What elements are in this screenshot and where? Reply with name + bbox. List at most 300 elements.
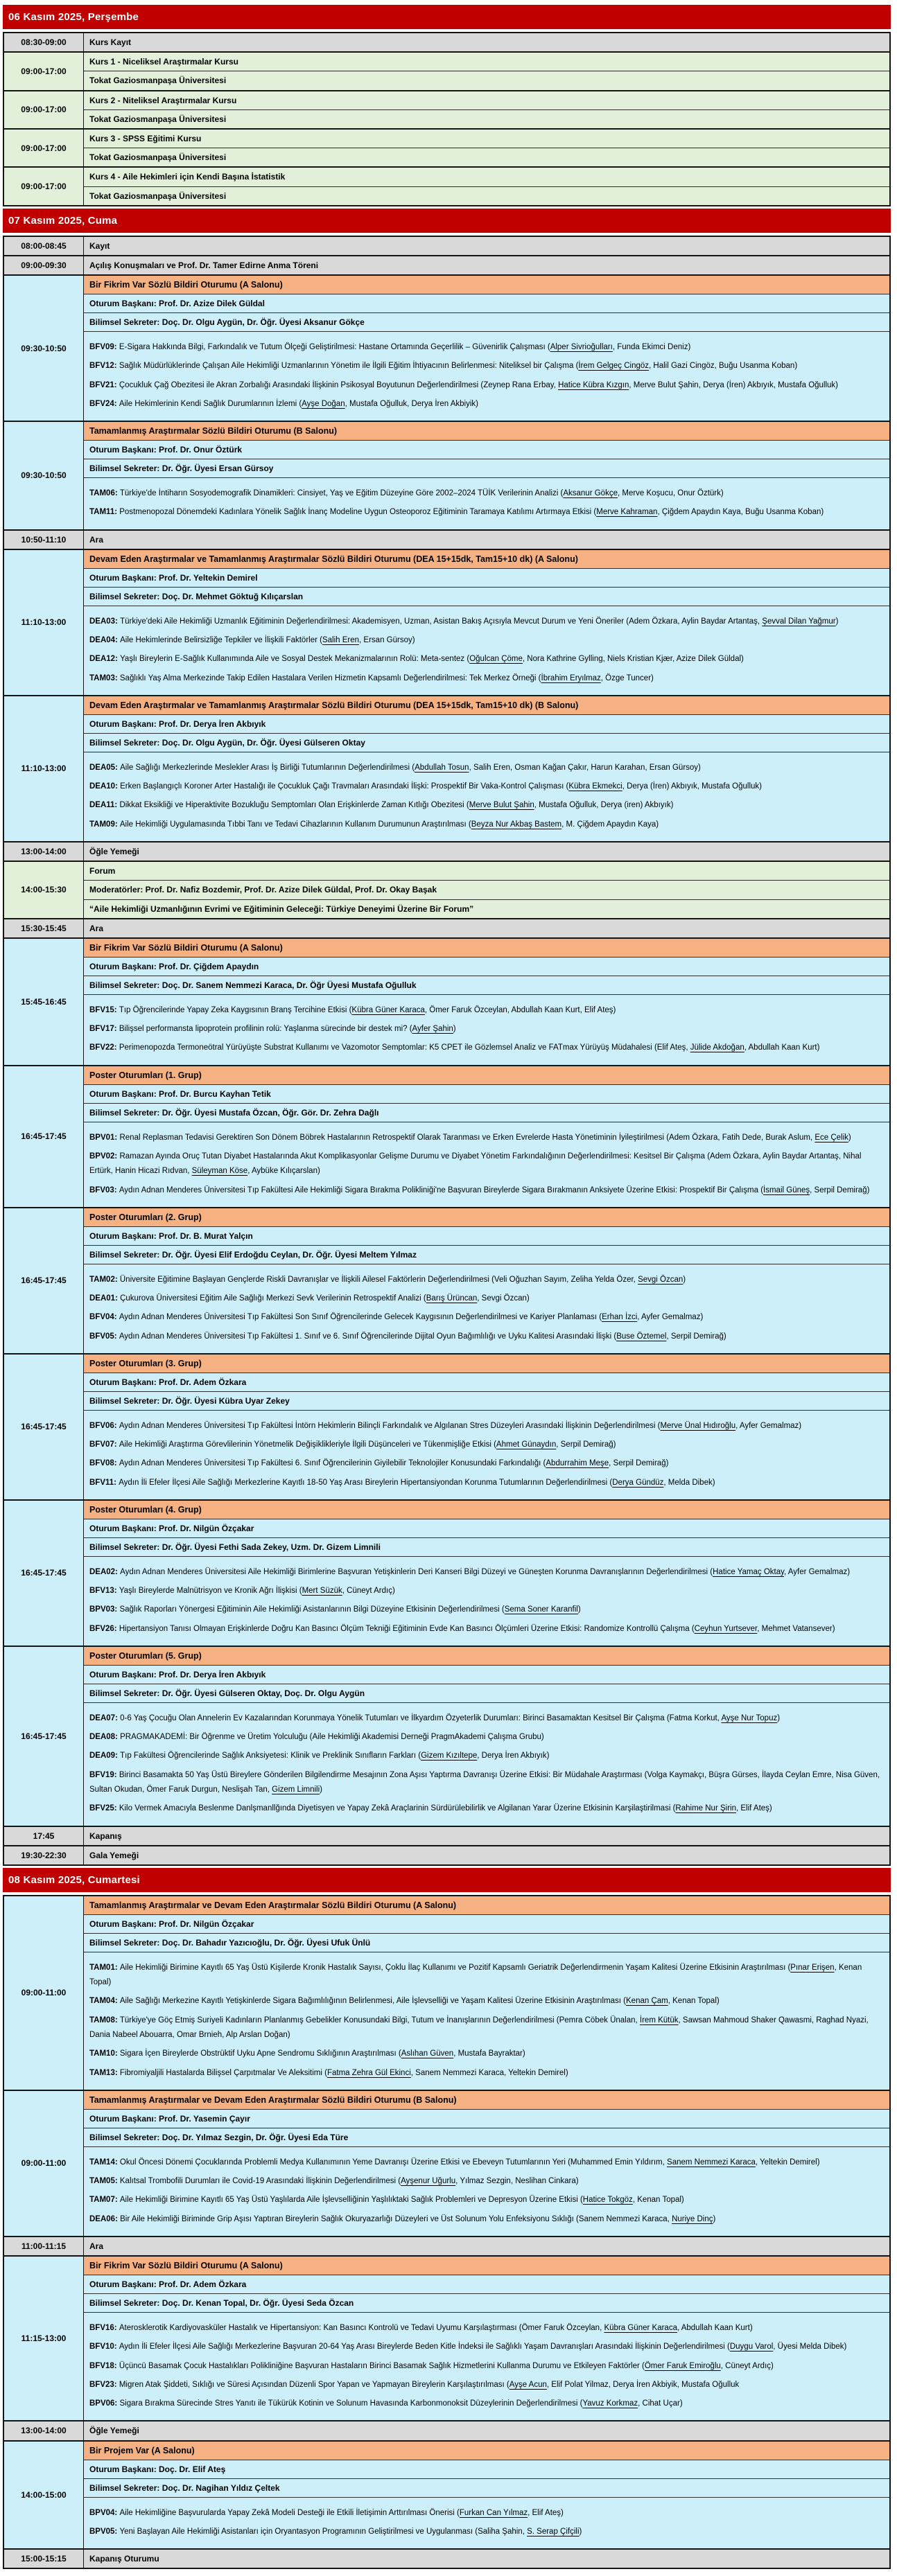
row-line: Kurs 2 - Niteliksel Araştırmalar Kursu (84, 91, 889, 109)
abstract-item (89, 1327, 884, 1346)
abstract-title: Kilo Vermek Amacıyla Beslenme Danlşmanllğında Diyetisyen ve Yapay Zekâ Araçlarinin Sürdürülebilirlik ve Algilanan Yarar Üzerine Etkisinin Karşilaştirilmasi (Rahime Nur Şirin, Elif Ateş) (119, 1804, 772, 1813)
session-secretary: Bilimsel Sekreter: Doç. Dr. Bahadır Yazıcıoğlu, Dr. Öğr. Üyesi Ufuk Ünlü (84, 1933, 889, 1952)
abstract-title: Aile Hekimlerinde Belirsizliğe Tepkiler ve İlişkili Faktörler (Salih Eren, Ersan Gürsoy) (120, 636, 415, 645)
session-block (3, 422, 891, 531)
abstract-title: Okul Öncesi Dönemi Çocuklarında Problemli Medya Kullanımının Yeme Davranışı Üzerine Etkisi ve Ebeveyn Tutumlarının Yeri (Muhammed Emin Yıldırım, Sanem Nemmezi Karaca, Yeltekin Demirel) (119, 2158, 820, 2167)
time-cell: 13:00-14:00 (4, 843, 84, 861)
day-blocks (3, 1895, 891, 2569)
row-line: Kurs 3 - SPSS Eğitimi Kursu (84, 130, 889, 148)
abstract-list (84, 2312, 889, 2420)
abstract-title: Sigara Bırakma Sürecinde Stres Yanıtı ile Tükürük Kotinin ve Solunum Havasında Karbonmonoksit Düzeylerinin Değerlendirilmesi (Yavuz Korkmaz, Cihat Uçar) (119, 2399, 683, 2408)
abstract-title: 0-6 Yaş Çocuğu Olan Annelerin Ev Kazalarından Korunmaya Yönelik Tutumları ve İlkyardım Özyeterlik Durumları: Birinci Basamaktan Kesitsel Bir Çalışma (Fatma Korkut, Ayşe Nur Topuz) (120, 1713, 781, 1722)
abstract-title: Aydın Adnan Menderes Üniversitesi Tıp Fakültesi 1. Sınıf ve 6. Sınıf Öğrencilerinde Dijital Oyun Bağımlılığı ve Uyku Kalitesi Arasındaki İlişki (Buse Öztemel, Serpil Demirağ) (119, 1332, 726, 1341)
abstract-code: BFV08: (89, 1459, 119, 1468)
session-chair: Oturum Başkanı: Prof. Dr. Yasemin Çayır (84, 2109, 889, 2128)
abstract-title: Çukurova Üniversitesi Eğitim Aile Sağlığı Merkezi Sevk Verilerinin Retrospektif Analizi (Barış Ürüncan, Sevgi Özcan) (120, 1294, 530, 1303)
row-content (84, 2257, 889, 2420)
abstract-code: BFV11: (89, 1478, 119, 1487)
abstract-code: BPV06: (89, 2399, 120, 2408)
abstract-title: Aydın Adnan Menderes Üniversitesi Aile Hekimliği Birimlerine Başvuran Yetişkinlerin Deri Kanseri Bilgi Düzeyi ve Güneşten Korunma Davranışlarının Değerlendirilmesi (Hatice Yamaç Oktay, Ayfer Gemalmaz) (120, 1567, 851, 1576)
schedule-row (3, 862, 891, 919)
abstract-code: TAM07: (89, 2196, 120, 2205)
abstract-code: DEA02: (89, 1567, 121, 1576)
abstract-code: BFV18: (89, 2361, 119, 2370)
session-chair: Oturum Başkanı: Prof. Dr. Derya İren Akbıyık (84, 714, 889, 733)
session-title: Bir Fikrim Var Sözlü Bildiri Oturumu (A Salonu) (84, 939, 889, 957)
abstract-item (89, 2172, 884, 2191)
abstract-item (89, 2504, 884, 2523)
session-title: Poster Oturumları (4. Grup) (84, 1501, 889, 1519)
abstract-code: BFV03: (89, 1185, 119, 1194)
abstract-list (84, 1410, 889, 1499)
time-cell: 19:30-22:30 (4, 1846, 84, 1864)
abstract-item (89, 1709, 884, 1728)
time-cell: 11:15-13:00 (4, 2257, 84, 2420)
abstract-code: BFV21: (89, 380, 119, 389)
abstract-title: Aile Hekimliği Birimine Kayıtlı 65 Yaş Üstü Kişilerde Kronik Hastalık Sayısı, Çoklu İlaç Kullanımı ve Pozitif Kapsamlı Geriatrik Değerlendirmenin Yaşam Kalitesi Üzerine Etkisinin Araştırılması (Pınar Erişen, Kenan Topal) (89, 1963, 862, 1987)
session-secretary: Bilimsel Sekreter: Doç. Dr. Olgu Aygün, Dr. Öğr. Üyesi Aksanur Gökçe (84, 312, 889, 331)
abstract-title: Aile Sağlığı Merkezine Kayıtlı Yetişkinlerde Sigara Bağımlılığının Belirlenmesi, Aile İşlevselliği ve Yaşam Kalitesi Üzerine Etkisinin Araştırılması (Kenan Çam, Kenan Topal) (119, 1997, 720, 2006)
schedule-row (3, 531, 891, 550)
row-line: Tokat Gaziosmanpaşa Üniversitesi (84, 71, 889, 89)
abstract-item (89, 1620, 884, 1639)
time-cell: 16:45-17:45 (4, 1647, 84, 1826)
abstract-item (89, 2319, 884, 2338)
abstract-item (89, 2376, 884, 2394)
abstract-title: Perimenopozda Termoneötral Yürüyüşte Substrat Kullanımı ve Vazomotor Semptomlar: K5 CPET ile Gözlemsel Analiz ve FATmax Yürüyüş Müdahalesi (Elif Ateş, Jülide Akdoğan, Abdullah Kaan Kurt) (119, 1043, 820, 1052)
session-chair: Oturum Başkanı: Prof. Dr. Adem Özkara (84, 1373, 889, 1391)
session-secretary: Bilimsel Sekreter: Dr. Öğr. Üyesi Elif Erdoğdu Ceylan, Dr. Öğr. Üyesi Meltem Yılmaz (84, 1245, 889, 1264)
abstract-list (84, 1556, 889, 1646)
abstract-title: Yeni Başlayan Aile Hekimliği Asistanları için Oryantasyon Programının Geliştirilmesi ve Uygulanması (Saliha Şahin, S. Serap Çifçili) (119, 2527, 582, 2536)
abstract-item (89, 1308, 884, 1327)
row-content (84, 550, 889, 695)
abstract-title: Aile Sağlığı Merkezlerinde Meslekler Arası İş Birliği Tutumlarının Değerlendirilmesi (Abdullah Tosun, Salih Eren, Osman Kağan Çakır, Harun Karahan, Ersan Gürsoy) (120, 763, 701, 772)
abstract-list (84, 1122, 889, 1207)
abstract-title: Birinci Basamakta 50 Yaş Üstü Bireylere Gönderilen Bilgilendirme Mesajının Zona Aşısı Yaptırma Davranışı Üzerine Etkisi: Bir Müdahale Araştırması (Volga Kaymakçı, Büşra Gürses, İlayda Ceylan Emre, Nisa Güven, Sultan Okudan, Ömer Faruk Durgun, Neslişah Tan, Gizem Limnili) (89, 1770, 880, 1794)
program-schedule (3, 5, 891, 2569)
day-blocks (3, 32, 891, 206)
time-cell: 16:45-17:45 (4, 1501, 84, 1646)
abstract-item (89, 669, 884, 688)
session-block (3, 1647, 891, 1827)
time-cell: 14:00-15:00 (4, 2442, 84, 2549)
time-cell: 15:30-15:45 (4, 919, 84, 937)
abstract-item (89, 1289, 884, 1308)
abstract-code: DEA05: (89, 763, 121, 772)
row-content (84, 2237, 889, 2255)
abstract-title: Sigara İçen Bireylerde Obstrüktif Uyku Apne Sendromu Sıklığının Araştırılması (Aslıhan Güven, Mustafa Bayraktar) (119, 2049, 525, 2058)
day-header: 06 Kasım 2025, Perşembe (3, 5, 891, 29)
abstract-item (89, 2064, 884, 2083)
schedule-row (3, 130, 891, 168)
abstract-title: Üniversite Eğitimine Başlayan Gençlerde Riskli Davranışlar ve İlişkili Ailesel Faktörlerin Değerlendirilmesi (Veli Oğuzhan Sayım, Zeliha Yelda Özer, Sevgi Özcan) (119, 1275, 686, 1284)
abstract-code: TAM10: (89, 2049, 120, 2058)
schedule-row (3, 53, 891, 91)
abstract-list (84, 1952, 889, 2090)
session-secretary: Bilimsel Sekreter: Dr. Öğr. Üyesi Mustafa Özcan, Öğr. Gör. Dr. Zehra Dağlı (84, 1103, 889, 1122)
abstract-title: Erken Başlangıçlı Koroner Arter Hastalığı ile Çocukluk Çağı Travmaları Arasındaki İlişki: Prospektif Bir Vaka-Kontrol Çalışması (Kübra Ekmekci, Derya (İren) Akbıyık, Mustafa Oğulluk) (120, 782, 763, 791)
abstract-code: BFV15: (89, 1005, 119, 1014)
session-chair: Oturum Başkanı: Prof. Dr. Onur Öztürk (84, 440, 889, 459)
abstract-item (89, 2011, 884, 2045)
session-chair: Oturum Başkanı: Prof. Dr. Adem Özkara (84, 2275, 889, 2293)
abstract-code: DEA08: (89, 1733, 121, 1742)
abstract-code: BFV23: (89, 2380, 119, 2389)
abstract-code: DEA12: (89, 655, 121, 664)
time-cell: 14:00-15:30 (4, 862, 84, 918)
abstract-item (89, 1766, 884, 1800)
session-block (3, 696, 891, 843)
session-block (3, 1066, 891, 1208)
row-line: Moderatörler: Prof. Dr. Nafiz Bozdemir, Prof. Dr. Azize Dilek Güldal, Prof. Dr. Okay Başak (84, 880, 889, 899)
abstract-item (89, 1001, 884, 1020)
session-block (3, 1355, 891, 1501)
row-content (84, 237, 889, 255)
abstract-list (84, 331, 889, 421)
abstract-title: Hipertansiyon Tanısı Olmayan Erişkinlerde Doğru Kan Basıncı Ölçüm Tekniği Eğitiminin Evde Kan Basıncı Ölçümleri Üzerine Etkisi: Randomize Kontrollü Çalışma (Ceyhun Yurtsever, Mehmet Vatansever) (119, 1624, 835, 1633)
row-line: “Aile Hekimliği Uzmanlığının Evrimi ve Eğitiminin Geleceği: Türkiye Deneyimi Üzerine Bir Forum” (84, 899, 889, 918)
row-content (84, 531, 889, 549)
time-cell: 11:10-13:00 (4, 550, 84, 695)
abstract-code: BFV24: (89, 399, 119, 408)
row-line: Öğle Yemeği (84, 2421, 889, 2440)
abstract-code: DEA06: (89, 2214, 121, 2223)
abstract-list (84, 2146, 889, 2236)
abstract-item (89, 1563, 884, 1582)
abstract-title: Aydın Adnan Menderes Üniversitesi Tıp Fakültesi Aile Hekimliği Sigara Bırakma Polikliniği'ne Başvuran Bireylerde Sigara Bırakmanın Anksiyete Üzerine Etkisi: Prospektif Bir Çalışma (İsmail Güneş, Serpil Demirağ) (119, 1185, 870, 1194)
schedule-row (3, 33, 891, 53)
abstract-list (84, 752, 889, 841)
row-line: Gala Yemeği (84, 1846, 889, 1864)
abstract-code: TAM02: (89, 1275, 120, 1284)
abstract-code: BPV05: (89, 2527, 120, 2536)
session-title: Poster Oturumları (2. Grup) (84, 1208, 889, 1226)
session-secretary: Bilimsel Sekreter: Dr. Öğr. Üyesi Ersan Gürsoy (84, 459, 889, 477)
row-content (84, 91, 889, 128)
abstract-title: Aile Hekimliği Uygulamasında Tıbbi Tanı ve Tedavi Cihazlarının Kullanım Durumunun Araştırılması (Beyza Nur Akbaş Bastem, M. Çiğdem Apaydın Kaya) (119, 820, 659, 829)
session-block (3, 550, 891, 696)
session-chair: Oturum Başkanı: Doç. Dr. Elif Ateş (84, 2460, 889, 2478)
session-block (3, 2442, 891, 2550)
abstract-code: BFV26: (89, 1624, 119, 1633)
abstract-code: BFV06: (89, 1421, 119, 1430)
abstract-item (89, 1271, 884, 1289)
abstract-item (89, 1600, 884, 1619)
row-content (84, 1827, 889, 1845)
abstract-item (89, 376, 884, 395)
session-secretary: Bilimsel Sekreter: Doç. Dr. Yılmaz Sezgin, Dr. Öğr. Üyesi Eda Türe (84, 2128, 889, 2146)
day-blocks (3, 236, 891, 1866)
abstract-title: Aydın Adnan Menderes Üniversitesi Tıp Fakültesi 6. Sınıf Öğrencilerinin Giyilebilir Teknolojiler Konusundaki Farkındalığı (Abdurrahim Meşe, Serpil Demirağ) (119, 1459, 669, 1468)
abstract-item (89, 503, 884, 522)
time-cell: 08:30-09:00 (4, 33, 84, 51)
abstract-title: Aile Hekimliği Araştırma Görevlilerinin Yönetmelik Değişiklikleriyle İlgili Düşünceleri ve Tükenmişliğe Etkisi (Ahmet Günaydın, Serpil Demirağ) (119, 1440, 616, 1449)
time-cell: 09:00-17:00 (4, 168, 84, 204)
abstract-list (84, 1702, 889, 1826)
abstract-title: Yaşlı Bireylerin E-Sağlık Kullanımında Aile ve Sosyal Destek Mekanizmalarının Rolü: Meta-sentez (Oğulcan Çöme, Nora Kathrine Gylling, Niels Kristian Kjær, Azize Dilek Güldal) (120, 655, 744, 664)
abstract-code: BPV04: (89, 2508, 120, 2517)
session-secretary: Bilimsel Sekreter: Doç. Dr. Olgu Aygün, Dr. Öğr. Üyesi Gülseren Oktay (84, 733, 889, 752)
abstract-item (89, 1181, 884, 1200)
row-line: Kapanış Oturumu (84, 2550, 889, 2568)
abstract-title: Sağlık Raporları Yönergesi Eğitiminin Aile Hekimliği Asistanlarının Bilgi Düzeyine Etkisinin Değerlendirilmesi (Sema Soner Karanfil) (119, 1605, 581, 1614)
time-cell: 16:45-17:45 (4, 1208, 84, 1353)
session-title: Devam Eden Araştırmalar ve Tamamlanmış Araştırmalar Sözlü Bildiri Oturumu (DEA 15+15dk, Tam15+10 dk) (B Salonu) (84, 696, 889, 714)
row-content (84, 1355, 889, 1499)
abstract-item (89, 631, 884, 650)
abstract-code: TAM05: (89, 2177, 120, 2186)
session-title: Poster Oturumları (3. Grup) (84, 1355, 889, 1373)
row-line: Tokat Gaziosmanpaşa Üniversitesi (84, 109, 889, 128)
session-block (3, 1501, 891, 1647)
abstract-item (89, 1020, 884, 1039)
session-title: Tamamlanmış Araştırmalar ve Devam Eden Araştırmalar Sözlü Bildiri Oturumu (B Salonu) (84, 2091, 889, 2109)
abstract-code: TAM11: (89, 508, 120, 517)
abstract-title: Ramazan Ayında Oruç Tutan Diyabet Hastalarında Akut Komplikasyonlar Gelişme Durumu ve Diyabet Yönetim Farkındalığının Değerlendirilmesi: Kesitsel Bir Çalışma (Adem Özkara, Aylin Baydar Artantaş, Nihal Ertürk, Hanin Hicazi Rıdvan, Süleyman Köse, Aybüke Kılıçarslan) (89, 1152, 862, 1176)
row-line: Öğle Yemeği (84, 843, 889, 861)
session-title: Tamamlanmış Araştırmalar Sözlü Bildiri Oturumu (B Salonu) (84, 422, 889, 440)
abstract-item (89, 2045, 884, 2063)
schedule-row (3, 2237, 891, 2257)
session-block (3, 1896, 891, 2091)
abstract-item (89, 2523, 884, 2541)
row-content (84, 1896, 889, 2090)
abstract-title: Renal Replasman Tedavisi Gerektiren Son Dönem Böbrek Hastalarının Retrospektif Olarak Taranması ve Erken Evrelerde Hasta Yönetiminin İyileştirilmesi (Adem Özkara, Fatih Dede, Burak Aslum, Ece Çelik) (119, 1133, 851, 1142)
abstract-item (89, 1728, 884, 1747)
abstract-title: Fibromiyaljili Hastalarda Bilişsel Çarpıtmalar Ve Aleksitimi (Fatma Zehra Gül Ekinci, Sanem Nemmezi Karaca, Yeltekin Demirel) (119, 2068, 568, 2077)
abstract-title: Aile Hekimliği Birimine Kayıtlı 65 Yaş Üstü Yaşlılarda Aile İşlevselliğinin Yaşlılıktaki Sağlık Problemleri ve Depresyon Üzerine Etkisi (Hatice Tokgöz, Kenan Topal) (119, 2196, 684, 2205)
abstract-title: Türkiye'ye Göç Etmiş Suriyeli Kadınların Planlanmış Gebelikler Konusundaki Bilgi, Tutum ve İnanışlarının Değerlendirilmesi (Pemra Cöbek Ünalan, İrem Kütük, Sawsan Mahmoud Shaker Qawasmi, Raghad Nyazi, Dania Nabeel Abouarra, Omar Brnieh, Alp Arslan Doğan) (89, 2015, 869, 2039)
abstract-code: TAM03: (89, 673, 120, 682)
abstract-code: TAM14: (89, 2158, 120, 2167)
abstract-code: BPV02: (89, 1152, 120, 1161)
abstract-item (89, 2210, 884, 2229)
time-cell: 15:45-16:45 (4, 939, 84, 1065)
session-block (3, 1208, 891, 1355)
session-block (3, 2257, 891, 2421)
abstract-title: Aile Hekimliğine Başvurularda Yapay Zekâ Modeli Desteği ile Etkili İletişimin Arttırılması Önerisi (Furkan Can Yılmaz, Elif Ateş) (119, 2508, 564, 2517)
abstract-item (89, 1454, 884, 1473)
session-secretary: Bilimsel Sekreter: Doç. Dr. Mehmet Göktuğ Kılıçarslan (84, 587, 889, 606)
row-content (84, 33, 889, 51)
abstract-title: Türkiye'de İntiharın Sosyodemografik Dinamikleri: Cinsiyet, Yaş ve Eğitim Düzeyine Göre 2002–2024 TÜİK Verilerinin Analizi (Aksanur Gökçe, Merve Koşucu, Onur Öztürk) (119, 489, 724, 498)
row-content (84, 1647, 889, 1826)
abstract-item (89, 1129, 884, 1147)
abstract-list (84, 1264, 889, 1353)
abstract-code: BFV10: (89, 2343, 119, 2352)
abstract-code: BFV04: (89, 1313, 119, 1322)
session-chair: Oturum Başkanı: Prof. Dr. B. Murat Yalçın (84, 1226, 889, 1245)
session-title: Bir Projem Var (A Salonu) (84, 2442, 889, 2460)
session-secretary: Bilimsel Sekreter: Dr. Öğr. Üyesi Gülseren Oktay, Doç. Dr. Olgu Aygün (84, 1684, 889, 1702)
abstract-code: BFV16: (89, 2324, 119, 2333)
session-title: Bir Fikrim Var Sözlü Bildiri Oturumu (A Salonu) (84, 276, 889, 294)
session-title: Poster Oturumları (5. Grup) (84, 1647, 889, 1665)
abstract-title: Çocukluk Çağ Obezitesi ile Akran Zorbalığı Arasındaki İlişkinin Psikosyal Boyutunun Değerlendirilmesi (Zeynep Rana Erbay, Hatice Kübra Kızgın, Merve Bulut Şahin, Derya (İren) Akbıyık, Mustafa Oğulluk) (119, 380, 839, 389)
abstract-title: Migren Atak Şiddeti, Sıklığı ve Süresi Açısından Düzenli Spor Yapan ve Yapmayan Bireylerin Karşılaştırılması (Ayşe Acun, Elif Polat Yilmaz, Derya İren Akbiyik, Mustafa Oğulluk (119, 2380, 740, 2389)
abstract-item (89, 777, 884, 796)
abstract-code: BFV05: (89, 1332, 119, 1341)
session-secretary: Bilimsel Sekreter: Doç. Dr. Nagihan Yıldız Çeltek (84, 2478, 889, 2497)
abstract-item (89, 2338, 884, 2356)
abstract-title: Türkiye'deki Aile Hekimliği Uzmanlık Eğitiminin Değerlendirilmesi: Akademisyen, Uzman, Asistan Bakış Açısıyla Mevcut Durum ve Yeni Öneriler (Adem Özkara, Aylin Baydar Artantaş, Şevval Dilan Yağmur) (120, 617, 839, 626)
abstract-item (89, 1582, 884, 1600)
time-cell: 16:45-17:45 (4, 1355, 84, 1499)
session-title: Poster Oturumları (1. Grup) (84, 1066, 889, 1084)
schedule-row (3, 237, 891, 256)
abstract-title: Üçüncü Basamak Çocuk Hastalıkları Polikliniğine Başvuran Hastaların Birinci Basamak Sağlık Hizmetlerini Kullanma Durumu ve Etkileyen Faktörler (Ömer Faruk Emiroğlu, Cüneyt Ardıç) (119, 2361, 774, 2370)
abstract-code: DEA07: (89, 1713, 121, 1722)
row-content (84, 696, 889, 841)
row-content (84, 2421, 889, 2440)
abstract-code: DEA09: (89, 1752, 121, 1761)
row-content (84, 862, 889, 918)
abstract-title: Tıp Fakültesi Öğrencilerinde Sağlık Anksiyetesi: Klinik ve Preklinik Sınıfların Farkları (Gizem Kızıltepe, Derya İren Akbıyık) (120, 1752, 550, 1761)
time-cell: 11:10-13:00 (4, 696, 84, 841)
time-cell: 09:30-10:50 (4, 276, 84, 421)
abstract-item (89, 1959, 884, 1993)
session-chair: Oturum Başkanı: Prof. Dr. Burcu Kayhan Tetik (84, 1084, 889, 1103)
time-cell: 09:00-11:00 (4, 1896, 84, 2090)
abstract-list (84, 994, 889, 1065)
time-cell: 09:00-17:00 (4, 91, 84, 128)
row-content (84, 1066, 889, 1207)
time-cell: 09:00-11:00 (4, 2091, 84, 2236)
session-title: Tamamlanmış Araştırmalar ve Devam Eden Araştırmalar Sözlü Bildiri Oturumu (A Salonu) (84, 1896, 889, 1914)
row-line: Kurs 1 - Niceliksel Araştırmalar Kursu (84, 53, 889, 71)
abstract-item (89, 2153, 884, 2172)
abstract-code: TAM01: (89, 1963, 120, 1972)
row-line: Kurs Kayıt (84, 33, 889, 51)
abstract-title: Sağlıklı Yaş Alma Merkezinde Takip Edilen Hastalara Verilen Hizmetin Kapsamlı Değerlendirilmesi: Tek Merkez Örneği (İbrahim Eryılmaz, Özge Tuncer) (119, 673, 654, 682)
row-line: Forum (84, 862, 889, 880)
abstract-item (89, 338, 884, 357)
abstract-code: BFV25: (89, 1804, 119, 1813)
row-content (84, 168, 889, 204)
session-secretary: Bilimsel Sekreter: Doç. Dr. Sanem Nemmezi Karaca, Dr. Öğr Üyesi Mustafa Oğulluk (84, 976, 889, 994)
session-title: Devam Eden Araştırmalar ve Tamamlanmış Araştırmalar Sözlü Bildiri Oturumu (DEA 15+15dk, Tam15+10 dk) (A Salonu) (84, 550, 889, 568)
day-header: 08 Kasım 2025, Cumartesi (3, 1868, 891, 1892)
abstract-title: Aydın İli Efeler İlçesi Aile Sağlığı Merkezlerine Kayıtlı 18-50 Yaş Arası Bireylerin Hipertansiyondan Korunma Tutumlarının Değerlendirilmesi (Derya Gündüz, Melda Dibek) (119, 1478, 715, 1487)
abstract-code: DEA01: (89, 1294, 121, 1303)
abstract-code: BFV17: (89, 1025, 119, 1034)
abstract-item (89, 1436, 884, 1454)
session-chair: Oturum Başkanı: Prof. Dr. Azize Dilek Güldal (84, 294, 889, 312)
abstract-item (89, 1039, 884, 1057)
abstract-title: Bir Aile Hekimliği Biriminde Grip Aşısı Yaptıran Bireylerin Sağlık Okuryazarlığı Düzeyleri ve Üst Solunum Yolu Enfeksiyonu Sıklığı (Sanem Nemmezi Karaca, Nuriye Dinç) (120, 2214, 716, 2223)
abstract-code: BFV12: (89, 362, 119, 371)
session-secretary: Bilimsel Sekreter: Doç. Dr. Kenan Topal, Dr. Öğr. Üyesi Seda Özcan (84, 2293, 889, 2312)
session-chair: Oturum Başkanı: Prof. Dr. Yeltekin Demirel (84, 568, 889, 587)
abstract-list (84, 606, 889, 695)
schedule-row (3, 91, 891, 130)
time-cell: 17:45 (4, 1827, 84, 1845)
abstract-title: Dikkat Eksikliği ve Hiperaktivite Bozukluğu Semptomları Olan Erişkinlerde Zaman Kıtlığı Obezitesi (Merve Bulut Şahin, Mustafa Oğulluk, Derya (iren) Akbıyık) (119, 801, 674, 810)
abstract-title: Aile Hekimlerinin Kendi Sağlık Durumlarının İzlemi (Ayşe Doğan, Mustafa Oğulluk, Derya İren Akbiyik) (119, 399, 478, 408)
schedule-row (3, 843, 891, 862)
session-chair: Oturum Başkanı: Prof. Dr. Nilgün Özçakar (84, 1519, 889, 1537)
abstract-item (89, 1992, 884, 2011)
abstract-item (89, 2394, 884, 2413)
abstract-title: Kalıtsal Trombofili Durumları ile Covid-19 Arasındaki İlişkinin Değerlendirilmesi (Ayşenur Uğurlu, Yılmaz Sezgin, Neslihan Cinkara) (119, 2177, 579, 2186)
abstract-title: Bilişsel performansta lipoprotein profilinin rolü: Yaşlanma sürecinde bir destek mi? (Ayfer Şahin) (119, 1025, 456, 1034)
abstract-item (89, 2357, 884, 2376)
session-secretary: Bilimsel Sekreter: Dr. Öğr. Üyesi Fethi Sada Zekey, Uzm. Dr. Gizem Limnili (84, 1537, 889, 1556)
abstract-title: Tıp Öğrencilerinde Yapay Zeka Kaygısının Branş Tercihine Etkisi (Kübra Güner Karaca, Ömer Faruk Özceylan, Abdullah Kaan Kurt, Elif Ateş) (119, 1005, 616, 1014)
abstract-item (89, 395, 884, 414)
abstract-item (89, 1417, 884, 1436)
abstract-code: DEA10: (89, 782, 121, 791)
abstract-code: TAM06: (89, 489, 120, 498)
session-block (3, 939, 891, 1066)
abstract-item (89, 650, 884, 669)
session-chair: Oturum Başkanı: Prof. Dr. Çiğdem Apaydın (84, 957, 889, 976)
abstract-item (89, 2191, 884, 2209)
time-cell: 15:00-15:15 (4, 2550, 84, 2568)
abstract-title: Yaşlı Bireylerde Malnütrisyon ve Kronik Ağrı İlişkisi (Mert Süzük, Cüneyt Ardıç) (119, 1587, 395, 1596)
schedule-row (3, 919, 891, 939)
abstract-item (89, 1799, 884, 1818)
time-cell: 09:00-09:30 (4, 256, 84, 274)
session-block (3, 2091, 891, 2237)
row-content (84, 1501, 889, 1646)
row-content (84, 2550, 889, 2568)
abstract-title: Aydın Adnan Menderes Üniversitesi Tıp Fakültesi Son Sınıf Öğrencilerinde Gelecek Kaygısının Değerlendirilmesi ve Kariyer Planlaması (Erhan İzci, Ayfer Gemalmaz) (119, 1313, 704, 1322)
abstract-code: BPV03: (89, 1605, 120, 1614)
schedule-row (3, 256, 891, 276)
row-content (84, 2091, 889, 2236)
day-header: 07 Kasım 2025, Cuma (3, 209, 891, 233)
time-cell: 16:45-17:45 (4, 1066, 84, 1207)
abstract-code: TAM08: (89, 2015, 120, 2024)
time-cell: 11:00-11:15 (4, 2237, 84, 2255)
row-content (84, 53, 889, 89)
abstract-code: DEA04: (89, 636, 121, 645)
time-cell: 08:00-08:45 (4, 237, 84, 255)
row-line: Ara (84, 531, 889, 549)
abstract-title: E-Sigara Hakkında Bilgi, Farkındalık ve Tutum Ölçeği Geliştirilmesi: Hastane Ortamında Geçerlilik – Güvenirlik Çalışması (Alper Sivrioğulları, Funda Ekimci Deniz) (119, 343, 691, 352)
session-chair: Oturum Başkanı: Prof. Dr. Nilgün Özçakar (84, 1914, 889, 1933)
session-chair: Oturum Başkanı: Prof. Dr. Derya İren Akbıyık (84, 1665, 889, 1684)
abstract-code: TAM13: (89, 2068, 120, 2077)
abstract-item (89, 612, 884, 631)
abstract-title: Aydın Adnan Menderes Üniversitesi Tıp Fakültesi İntörn Hekimlerin Bilinçli Farkındalık ve Algılanan Stres Düzeyleri Arasındaki İlişkinin Değerlendirilmesi (Merve Ünal Hıdıroğlu, Ayfer Gemalmaz) (119, 1421, 802, 1430)
abstract-code: TAM09: (89, 820, 120, 829)
abstract-code: DEA11: (89, 801, 120, 810)
row-content (84, 276, 889, 421)
time-cell: 09:30-10:50 (4, 422, 84, 529)
time-cell: 13:00-14:00 (4, 2421, 84, 2440)
session-secretary: Bilimsel Sekreter: Dr. Öğr. Üyesi Kübra Uyar Zekey (84, 1391, 889, 1410)
row-line: Kapanış (84, 1827, 889, 1845)
row-line: Ara (84, 919, 889, 937)
abstract-list (84, 477, 889, 529)
abstract-title: Aydın İli Efeler İlçesi Aile Sağlığı Merkezlerine Başvuran 20-64 Yaş Arası Bireylerde Beden Kitle İndeksi ile Sağlıklı Yaşam Davranışları Arasındaki İlişkinin Değerlendirilmesi (Duygu Varol, Üyesi Melda Dibek) (119, 2343, 847, 2352)
schedule-row (3, 168, 891, 206)
abstract-item (89, 796, 884, 815)
schedule-row (3, 2550, 891, 2569)
row-content (84, 2442, 889, 2549)
schedule-row (3, 2421, 891, 2441)
abstract-item (89, 815, 884, 834)
row-content (84, 843, 889, 861)
time-cell: 09:00-17:00 (4, 130, 84, 166)
abstract-item (89, 1747, 884, 1765)
row-content (84, 919, 889, 937)
abstract-list (84, 2497, 889, 2549)
abstract-code: BPV01: (89, 1133, 120, 1142)
